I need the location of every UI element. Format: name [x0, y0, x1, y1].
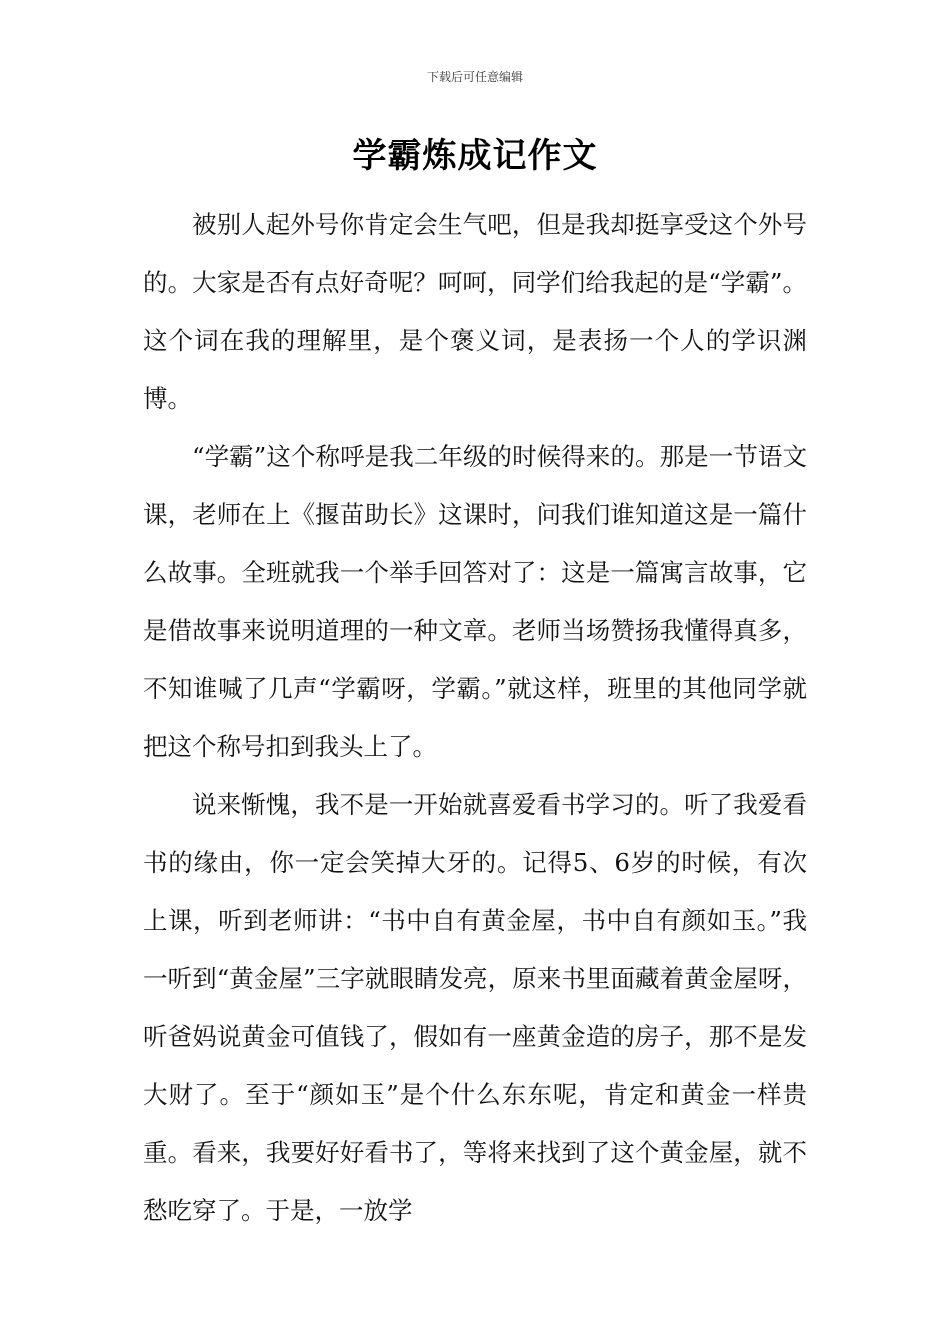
paragraph-1: 被别人起外号你肯定会生气吧，但是我却挺享受这个外号的。大家是否有点好奇呢？呵呵，同学们给我起的是“学霸”。这个词在我的理解里，是个褒义词，是表扬一个人的学识渊博。	[143, 210, 807, 413]
document-title: 学霸炼成记作文	[352, 136, 598, 176]
header-note: 下载后可任意编辑	[426, 70, 523, 84]
document-body	[143, 196, 807, 1240]
paragraph-2: “学霸”这个称呼是我二年级的时候得来的。那是一节语文课，老师在上《揠苗助长》这课时，问我们谁知道这是一篇什么故事。全班就我一个举手回答对了：这是一篇寓言故事，它是借故事来说明道理的一种文章。老师当场赞扬我懂得真多，不知谁喊了几声“学霸呀，学霸。”就这样，班里的其他同学就把这个称号扣到我头上了。	[143, 442, 807, 761]
paragraph-3: 说来惭愧，我不是一开始就喜爱看书学习的。听了我爱看书的缘由，你一定会笑掉大牙的。记得5、6岁的时候，有次上课，听到老师讲：“书中自有黄金屋，书中自有颜如玉。”我一听到“黄金屋”三字就眼睛发亮，原来书里面藏着黄金屋呀，听爸妈说黄金可值钱了，假如有一座黄金造的房子，那不是发大财了。至于“颜如玉”是个什么东东呢，肯定和黄金一样贵重。看来，我要好好看书了，等将来找到了这个黄金屋，就不愁吃穿了。于是，一放学	[143, 790, 807, 1225]
